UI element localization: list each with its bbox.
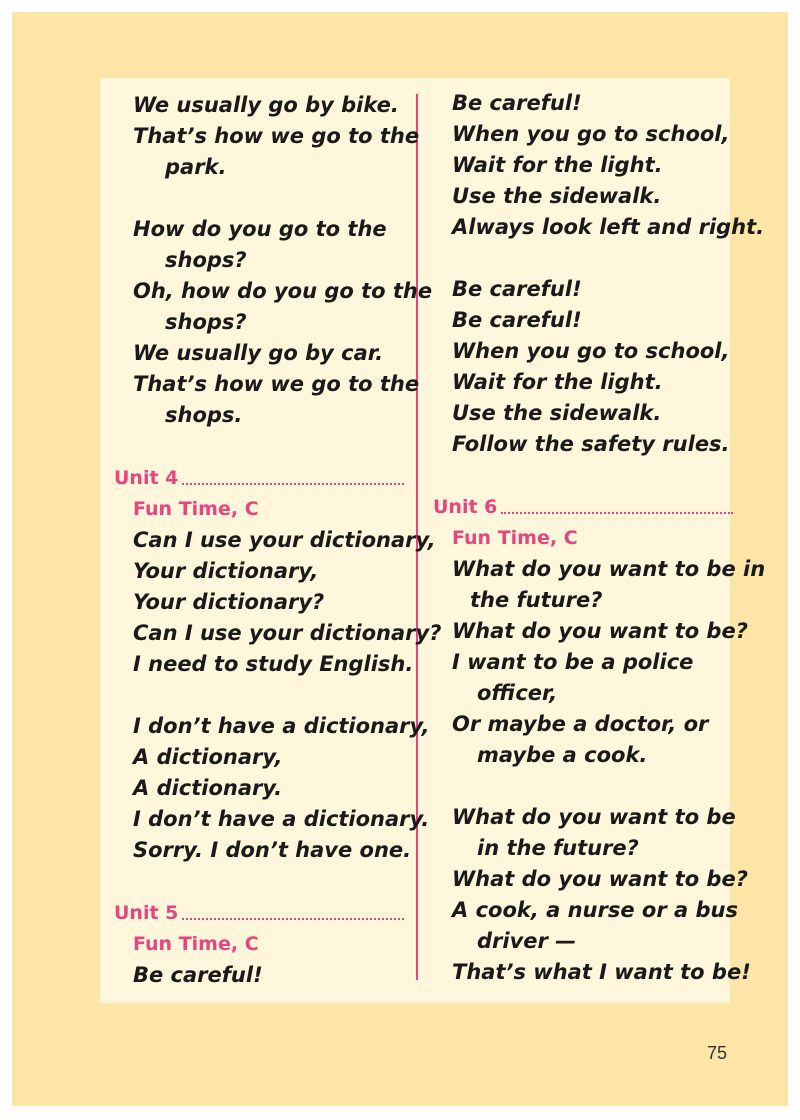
text-line: When you go to school, (452, 122, 730, 146)
text-line: A cook, a nurse or a bus (452, 898, 738, 922)
text-line: Your dictionary? (133, 590, 325, 614)
unit-heading-label: Unit 5 (114, 902, 179, 924)
text-line: Or maybe a doctor, or (452, 712, 709, 736)
unit-heading-label: Unit 4 (114, 467, 179, 489)
stanza-gap (433, 243, 733, 274)
text-line: I don’t have a dictionary. (133, 807, 430, 831)
text-line: Sorry. I don’t have one. (133, 838, 412, 862)
section-subheading: Fun Time, C (452, 527, 578, 549)
text-line: Your dictionary, (133, 559, 319, 583)
text-line: Can I use your dictionary, (133, 528, 436, 552)
section-subheading: Fun Time, C (133, 933, 259, 955)
text-line: officer, (477, 681, 558, 705)
text-line: shops? (165, 310, 247, 334)
text-line: That’s how we go to the (133, 372, 420, 396)
text-line: Be careful! (133, 963, 263, 987)
text-line: We usually go by bike. (133, 93, 399, 117)
text-line: Always look left and right. (452, 215, 765, 239)
stanza-gap (433, 771, 733, 802)
text-line: That’s what I want to be! (452, 960, 751, 984)
text-line: Be careful! (452, 277, 582, 301)
text-line: Can I use your dictionary? (133, 621, 442, 645)
dotted-rule (182, 918, 404, 920)
text-line: I don’t have a dictionary, (133, 714, 430, 738)
text-line: Be careful! (452, 91, 582, 115)
text-line: driver — (477, 929, 577, 953)
text-line: How do you go to the (133, 217, 387, 241)
text-line: That’s how we go to the (133, 124, 420, 148)
text-line: What do you want to be? (452, 619, 748, 643)
text-line: maybe a cook. (477, 743, 648, 767)
left-column (114, 90, 442, 991)
stanza-gap (114, 431, 404, 463)
section-subheading: Fun Time, C (133, 498, 259, 520)
text-line: the future? (470, 588, 603, 612)
unit-heading (114, 898, 404, 929)
stanza-gap (114, 183, 404, 214)
text-line: Wait for the light. (452, 153, 663, 177)
text-line: We usually go by car. (133, 341, 384, 365)
text-line: I need to study English. (133, 652, 414, 676)
text-line: When you go to school, (452, 339, 730, 363)
text-line: shops? (165, 248, 247, 272)
text-line: park. (165, 155, 227, 179)
text-line: Use the sidewalk. (452, 401, 662, 425)
page-number: 75 (706, 1043, 727, 1063)
text-line: What do you want to be (452, 805, 736, 829)
text-line: Follow the safety rules. (452, 432, 730, 456)
text-line: I want to be a police (452, 650, 694, 674)
unit-heading-label: Unit 6 (433, 496, 498, 518)
text-line: in the future? (477, 836, 639, 860)
stanza-gap (114, 866, 404, 898)
text-line: A dictionary. (133, 776, 283, 800)
unit-heading (114, 463, 404, 494)
text-line: A dictionary, (133, 745, 283, 769)
stanza-gap (433, 460, 733, 492)
dotted-rule (501, 512, 733, 514)
stanza-gap (114, 680, 404, 711)
unit-heading (433, 492, 733, 523)
text-line: Be careful! (452, 308, 582, 332)
dotted-rule (182, 483, 404, 485)
text-line: What do you want to be in (452, 557, 766, 581)
text-line: Use the sidewalk. (452, 184, 662, 208)
text-line: What do you want to be? (452, 867, 748, 891)
text-line: Oh, how do you go to the (133, 279, 433, 303)
right-column (433, 88, 766, 988)
text-line: Wait for the light. (452, 370, 663, 394)
text-line: shops. (165, 403, 243, 427)
